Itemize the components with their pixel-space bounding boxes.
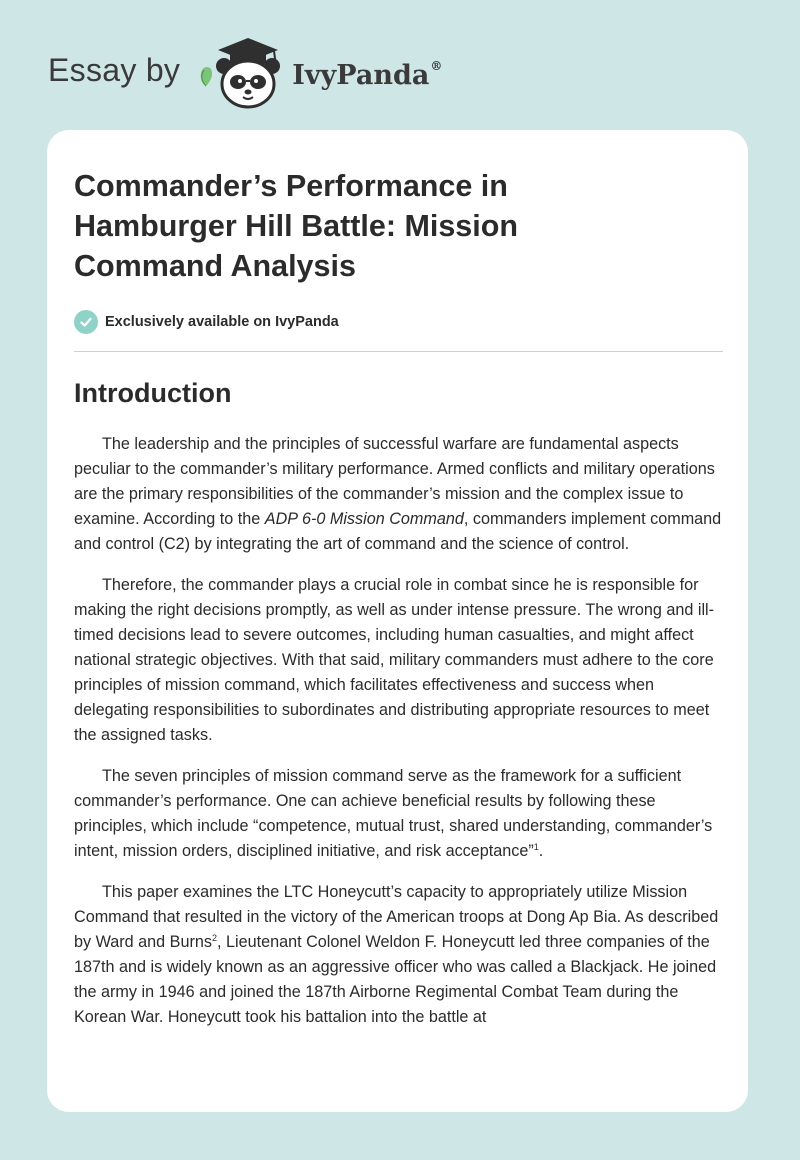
paragraph-1-text-b: , commanders implement command and control (C2) by integrating the art of command and the science of control.: [74, 510, 722, 553]
checkmark-icon: [74, 310, 98, 334]
paragraph-3: [74, 764, 723, 864]
footnote-1[interactable]: 1: [533, 842, 539, 852]
exclusive-badge: [74, 310, 723, 334]
paragraph-2: Therefore, the commander plays a crucial role in combat since he is responsible for making the right decisions promptly, as well as under intense pressure. The wrong and ill-timed decisions lead to severe outcomes, including human casualties, and might affect national strategic objectives. With that said, military commanders must adhere to the core principles of mission command, which facilitates effectiveness and success when delegating responsibilities to subordinates and distributing appropriate resources to meet the assigned tasks.: [74, 576, 715, 744]
panda-logo-icon[interactable]: [196, 36, 286, 110]
exclusive-badge-text: Exclusively available on IvyPanda: [105, 314, 339, 330]
paragraph-1: [74, 432, 723, 557]
paragraph-4-text-a: This paper examines the LTC Honeycutt’s capacity to appropriately utilize Mission Command that resulted in the victory of the American troops at Dong Ap Bia. As described by Ward and Burns: [74, 883, 719, 951]
document-title-italic: ADP 6-0 Mission Command: [264, 510, 464, 528]
brand-name[interactable]: [292, 59, 442, 91]
footnote-2[interactable]: 2: [211, 933, 217, 943]
divider: [74, 351, 723, 352]
paragraph-1-text-a: The leadership and the principles of successful warfare are fundamental aspects peculiar to the commander’s military performance. Armed conflicts and military operations are the primary responsibilities of the commander’s mission and the complex issue to examine. According to the: [74, 435, 715, 528]
essay-by-label: Essay by: [48, 51, 181, 88]
paragraph-3-end: .: [538, 842, 544, 860]
paragraph-4: [74, 880, 723, 1030]
essay-card: [47, 130, 748, 1112]
brand-text: IvyPanda: [292, 60, 430, 91]
paragraph-4-text-b: , Lieutenant Colonel Weldon F. Honeycutt led three companies of the 187th and is widely known as an aggressive officer who was called a Blackjack. He joined the army in 1946 and joined the 187th Airborne Regimental Combat Team during the Korean War. Honeycutt took his battalion into the battle at: [74, 933, 717, 1026]
site-header: [48, 36, 442, 110]
paragraph-3-text: The seven principles of mission command serve as the framework for a sufficient commander’s performance. One can achieve beneficial results by following these principles, which include “competence, mutual trust, shared understanding, commander’s intent, mission orders, disciplined initiative, and risk acceptance”: [74, 767, 713, 860]
section-heading: Introduction: [74, 378, 232, 408]
page-title: Commander’s Performance in Hamburger Hill Battle: Mission Command Analysis: [74, 169, 519, 283]
registered-mark: ®: [430, 59, 443, 73]
